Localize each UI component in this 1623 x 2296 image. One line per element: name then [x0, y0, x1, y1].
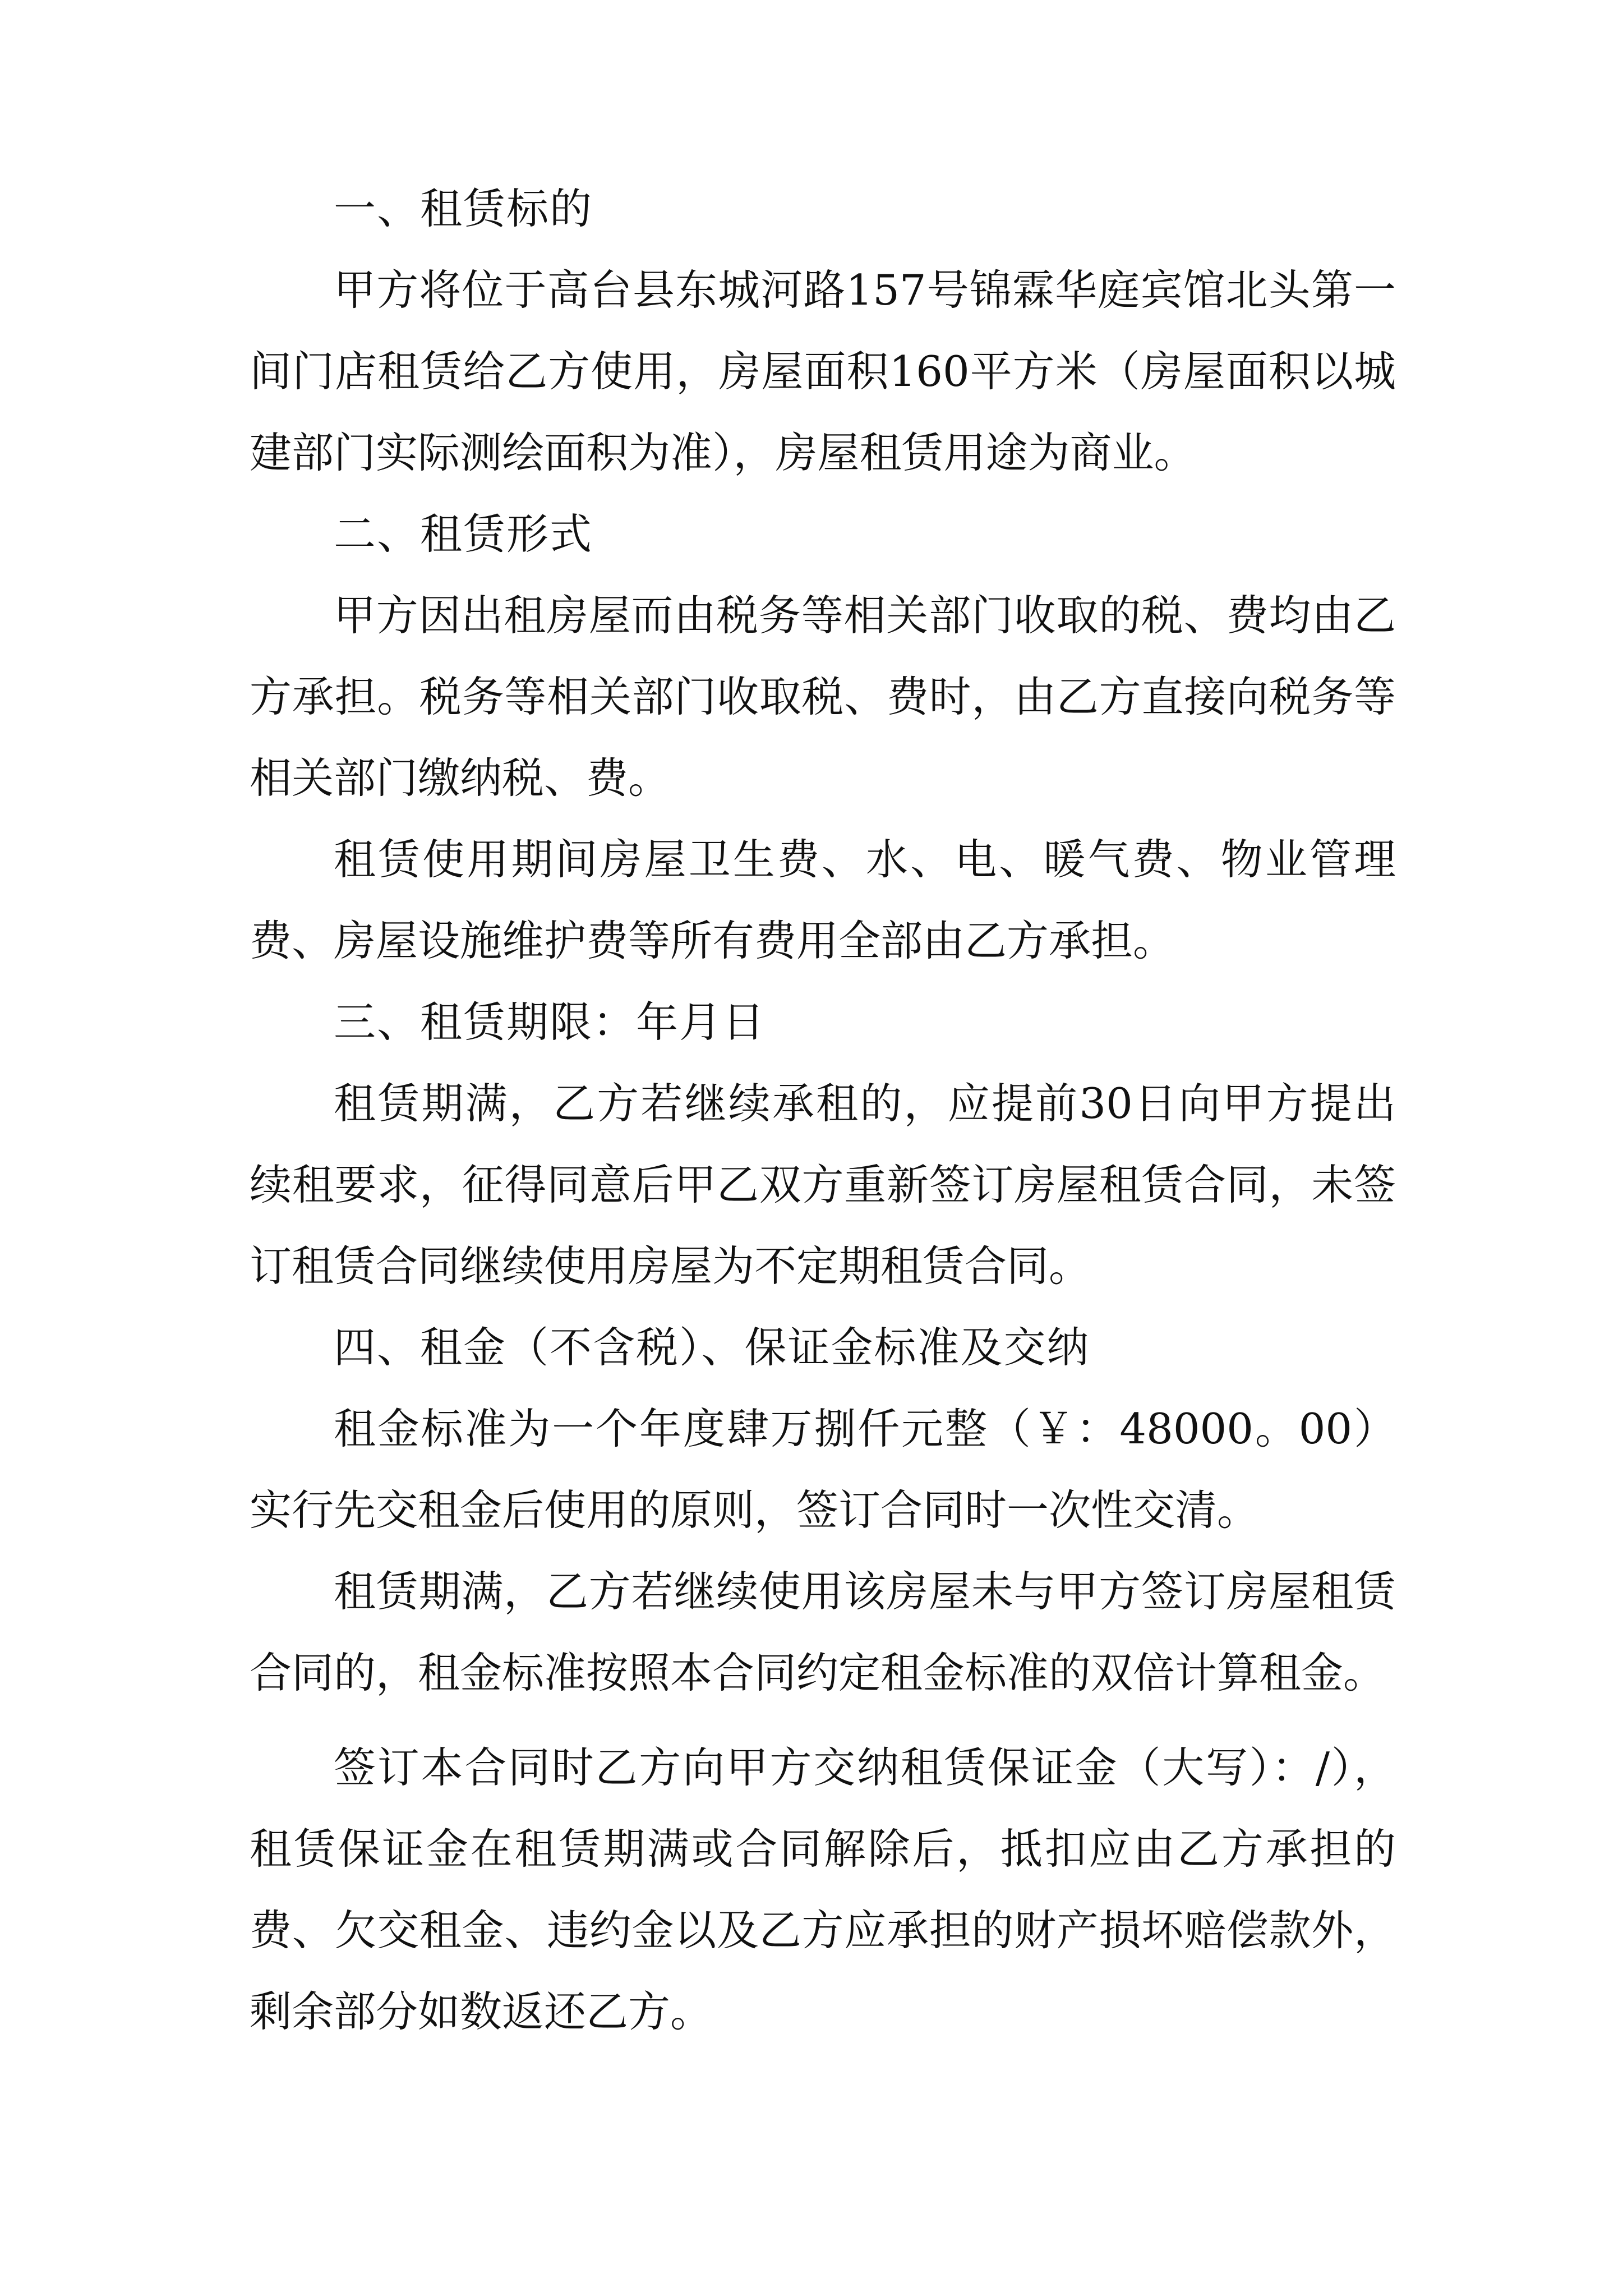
section-heading-1: 一、租赁标的 [334, 184, 593, 233]
section-heading-3: 三、租赁期限：年月日 [334, 997, 766, 1047]
paragraph-double-rent: 租赁期满，乙方若继续使用该房屋未与甲方签订房屋租赁合同的，租金标准按照本合同约定租金标准的双倍计算租金。 [250, 1567, 1396, 1697]
paragraph-deposit: 签订本合同时乙方向甲方交纳租赁保证金（大写）：/），租赁保证金在租赁期满或合同解除后，抵扣应由乙方承担的费、欠交租金、违约金以及乙方应承担的财产损坏赔偿款外，剩余部分如数返还乙方。 [250, 1743, 1396, 2036]
paragraph-renewal: 租赁期满，乙方若继续承租的，应提前30日向甲方提出续租要求，征得同意后甲乙双方重新签订房屋租赁合同，未签订租赁合同继续使用房屋为不定期租赁合同。 [250, 1079, 1396, 1291]
section-heading-4: 四、租金（不含税）、保证金标准及交纳 [334, 1323, 1090, 1372]
document-body [250, 168, 1396, 2053]
section-heading-2: 二、租赁形式 [334, 509, 593, 559]
paragraph-lease-subject: 甲方将位于高台县东城河路157号锦霖华庭宾馆北头第一间门店租赁给乙方使用，房屋面积160平方米（房屋面积以城建部门实际测绘面积为准），房屋租赁用途为商业。 [250, 265, 1396, 477]
paragraph-taxes-fees: 甲方因出租房屋而由税务等相关部门收取的税、费均由乙方承担。税务等相关部门收取税、费时，由乙方直接向税务等相关部门缴纳税、费。 [250, 591, 1396, 803]
paragraph-rent-standard: 租金标准为一个年度肆万捌仟元整（￥：48000。00）实行先交租金后使用的原则，签订合同时一次性交清。 [250, 1404, 1396, 1535]
paragraph-usage-costs: 租赁使用期间房屋卫生费、水、电、暖气费、物业管理费、房屋设施维护费等所有费用全部由乙方承担。 [250, 835, 1396, 965]
